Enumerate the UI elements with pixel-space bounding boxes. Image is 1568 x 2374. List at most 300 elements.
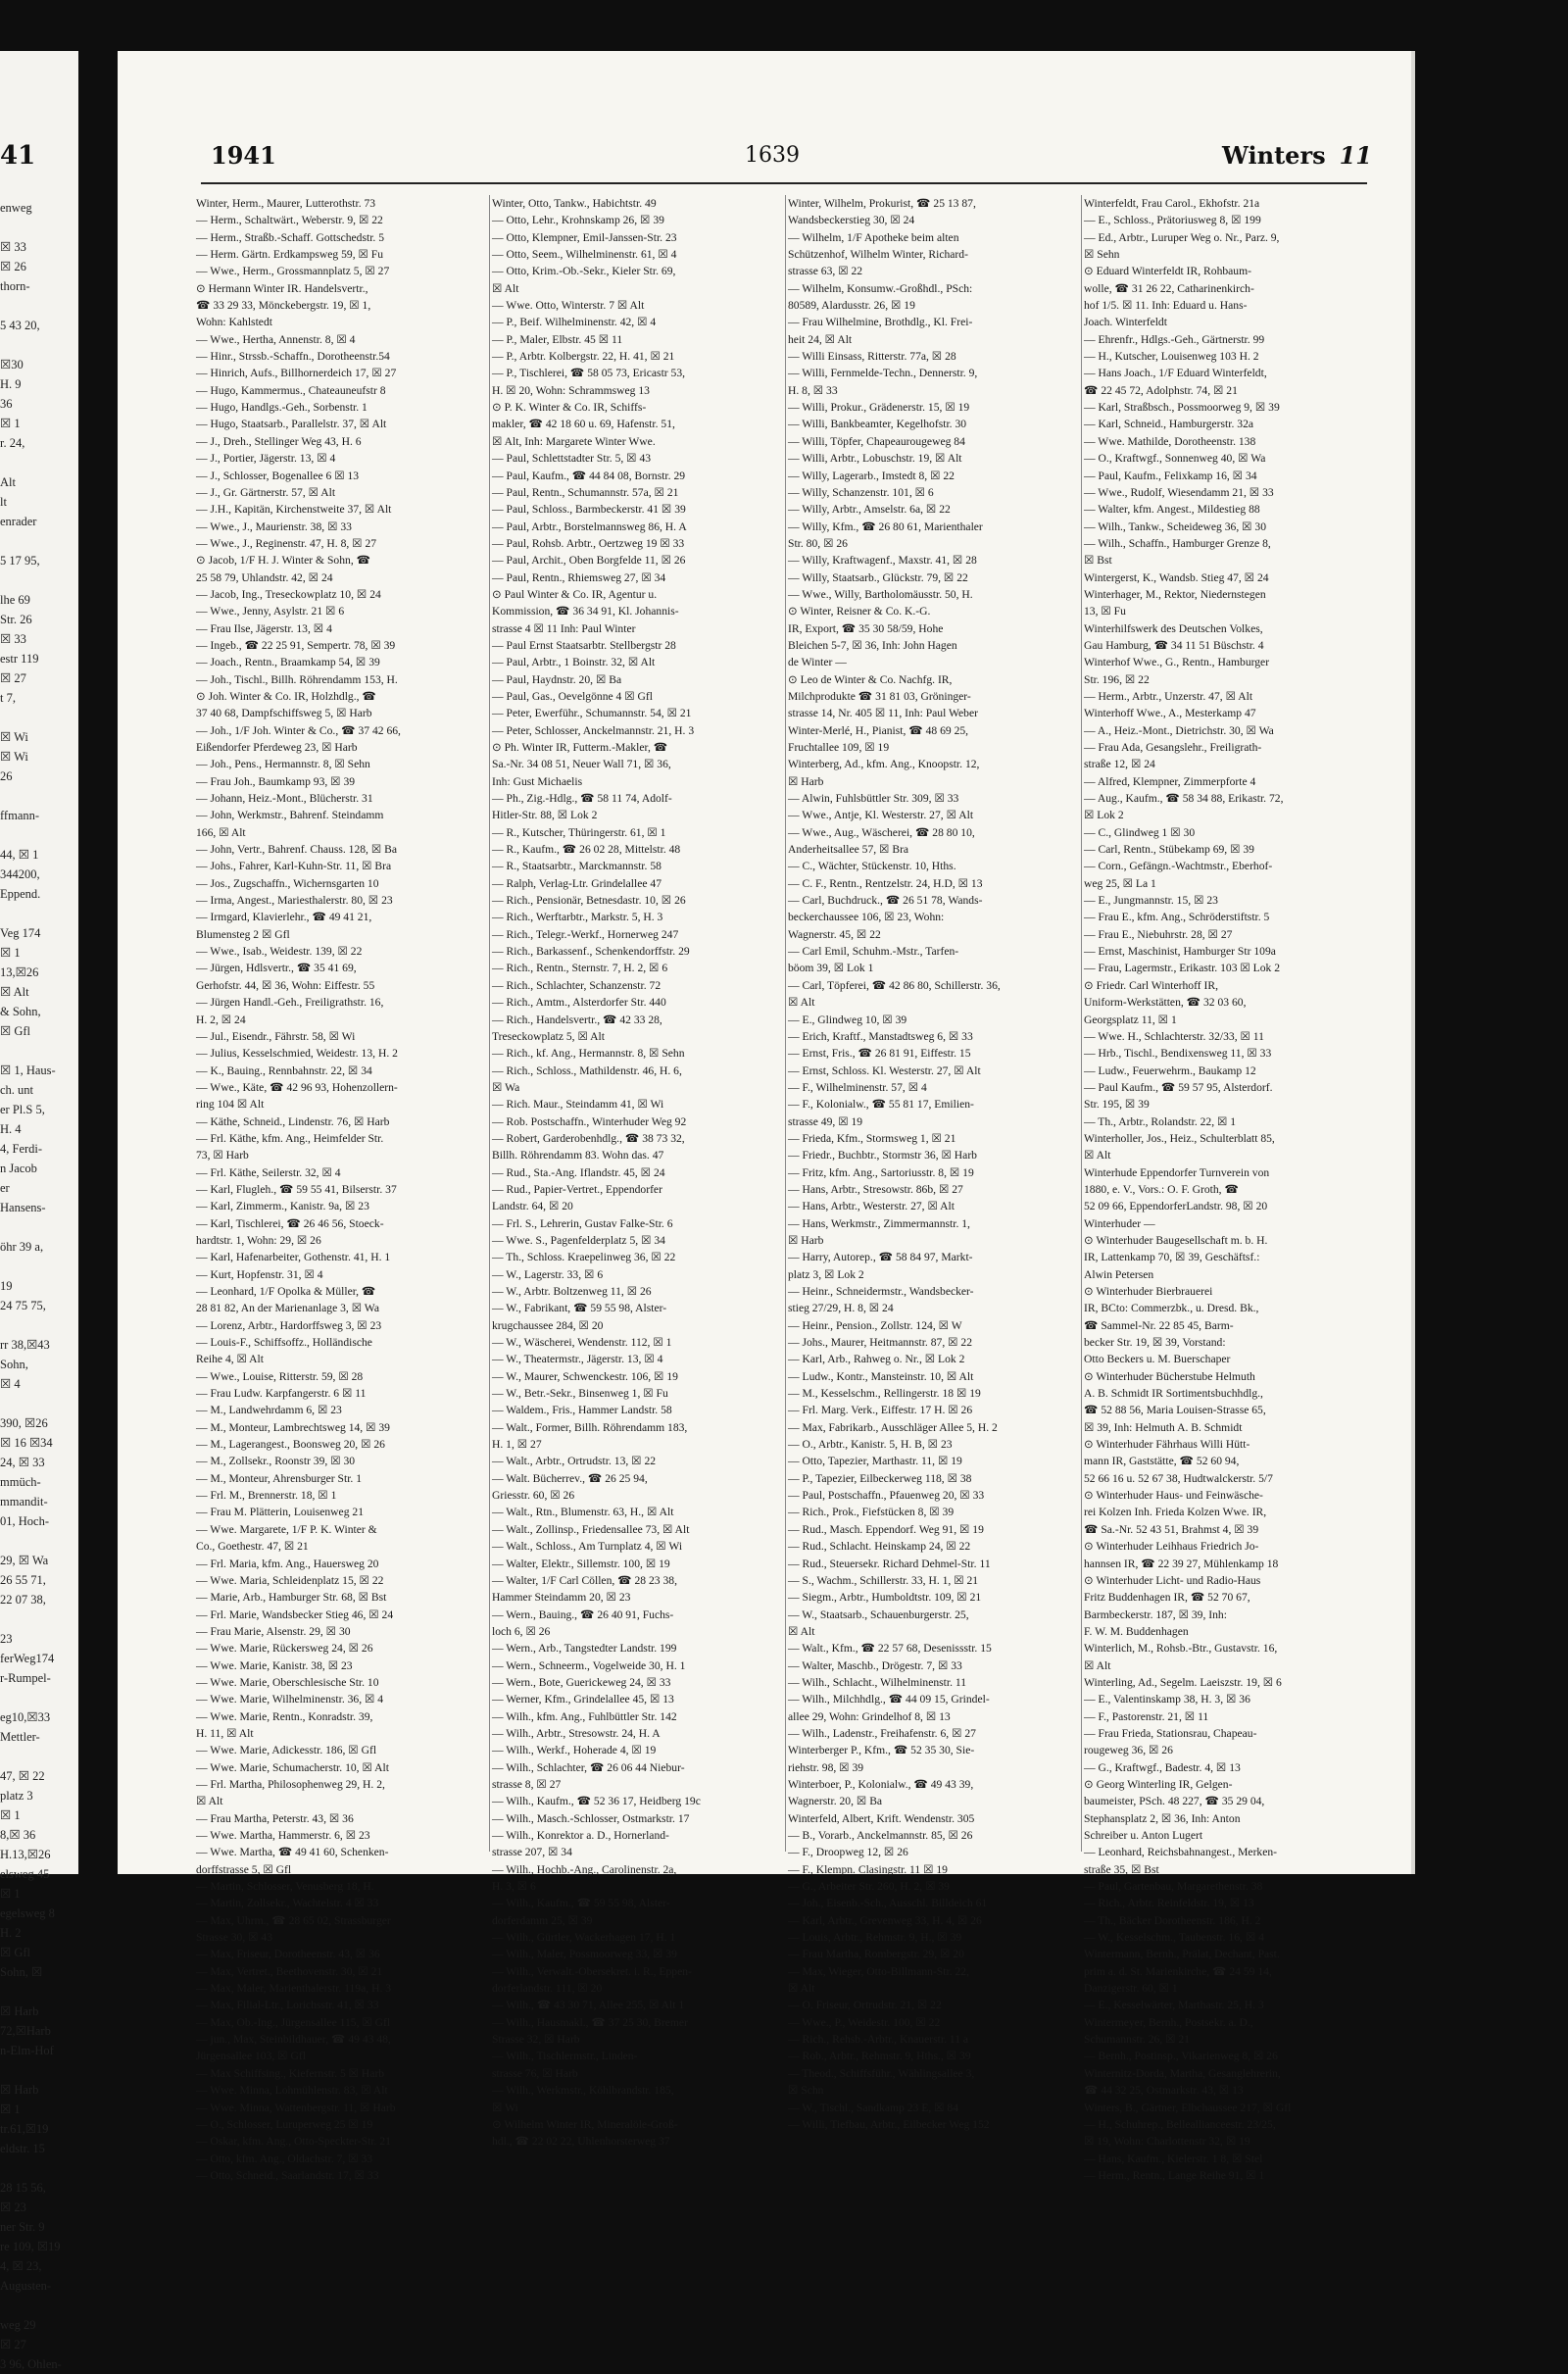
directory-entry-line: — Paul Kaufm., ☎ 59 57 95, Alsterdorf. [1084,1080,1273,1094]
directory-entry-line: — Paul, Gas., Oevelgönne 4 ☒ Gfl [492,689,653,703]
strip-line [0,570,78,590]
directory-entry-line: — Rich., Amtm., Alsterdorfer Str. 440 [492,996,666,1010]
directory-entry-line: — Paul Ernst Staatsarbtr. Stellbergstr 28 [492,638,676,652]
header-rule [201,182,1367,184]
column-3 [788,195,1078,2133]
directory-entry-line: — Wwe. Margarete, 1/F P. K. Winter & [196,1522,377,1536]
directory-entry-line: — Lorenz, Arbtr., Hardorffsweg 3, ☒ 23 [196,1318,382,1332]
directory-entry-line: — Paul, Kaufm., Felixkamp 16, ☒ 34 [1084,469,1257,482]
directory-entry-line: — Willi, Prokur., Grädenerstr. 15, ☒ 19 [788,401,970,415]
directory-entry-line: — W., Theatermstr., Jägerstr. 13, ☒ 4 [492,1353,663,1366]
directory-entry-line: — Rich., Handelsvertr., ☎ 42 33 28, [492,1013,662,1026]
directory-entry-line: ☒ Alt [788,1982,815,1996]
directory-entry-line: ☒ Harb [788,774,824,788]
directory-entry-line: — Carl, Töpferei, ☎ 42 86 80, Schillerstr. 36, [788,978,1001,992]
strip-line: Eppend. [0,887,41,901]
directory-entry-line: — Hrb., Tischl., Bendixensweg 11, ☒ 33 [1084,1047,1272,1061]
directory-entry-line: — O., Schlosser, Luruperweg 25 ☒ 19 [196,2117,373,2131]
directory-entry-line: — Rob., Arbtr., Rehmstr. 9, Hths., ☒ 39 [788,2050,971,2063]
strip-line: ☒ 33 [0,240,26,254]
directory-entry-line: — Wwe., P., Weidestr. 100, ☒ 22 [788,2015,941,2029]
directory-entry-line: — Frl. Käthe, kfm. Ang., Heimfelder Str. [196,1131,384,1145]
directory-entry-line: H. 2, ☒ 24 [196,1013,246,1026]
directory-entry-line: — Louis, Arbtr., Rehmstr. 9, H., ☒ 39 [788,1931,962,1945]
directory-entry-line: — W., Maurer, Schwenckestr. 106, ☒ 19 [492,1369,678,1383]
directory-entry-line: makler, ☎ 42 18 60 u. 69, Hafenstr. 51, [492,418,675,431]
directory-entry-line: ☒ 19, Wohn: Charlottenstr 32, ☒ 19 [1084,2135,1250,2149]
directory-entry-line: — Wwe., Willy, Bartholomäusstr. 50, H. [788,587,973,601]
directory-entry-line: ☎ Sammel-Nr. 22 85 45, Barm- [1084,1318,1234,1332]
strip-line: 24 75 75, [0,1299,46,1312]
directory-entry-line: — Frl. Marie, Wandsbecker Stieg 46, ☒ 24 [196,1607,394,1621]
strip-line: ☒ 4 [0,1377,21,1391]
directory-entry-line: — Wilh., Verwalt.-Obersekret. i. R., Eppen- [492,1964,692,1978]
directory-entry-line: — Karl, Straßbsch., Possmoorweg 9, ☒ 39 [1084,401,1280,415]
strip-line: H.13,☒26 [0,1848,51,1861]
directory-entry-line: — Frau, Lagermstr., Erikastr. 103 ☒ Lok 2 [1084,962,1281,975]
directory-entry-line: 37 40 68, Dampfschiffsweg 5, ☒ Harb [196,707,372,720]
directory-entry-line: Wintermeyer, Bernh., Postsekr. a. D., [1084,2015,1253,2029]
directory-entry-line: — Frau E., Niebuhrstr. 28, ☒ 27 [1084,927,1233,941]
directory-entry-line: — F., Droopweg 12, ☒ 26 [788,1846,908,1859]
directory-entry-line: — Frieda, Kfm., Stormsweg 1, ☒ 21 [788,1131,956,1145]
directory-entry-line: — Paul, Rentn., Schumannstr. 57a, ☒ 21 [492,485,679,499]
directory-entry-line: — Wern., Bote, Guerickeweg 24, ☒ 33 [492,1675,671,1689]
strip-line: Mettler- [0,1730,40,1744]
directory-entry-line: — J.H., Kapitän, Kirchenstweite 37, ☒ Alt [196,503,392,517]
directory-entry-line: — Ludw., Kontr., Mansteinstr. 10, ☒ Alt [788,1369,974,1383]
directory-entry-line: — Johs., Maurer, Heitmannstr. 87, ☒ 22 [788,1336,973,1350]
strip-line: re 109, ☒19 [0,2240,61,2253]
directory-entry-line: — P., Tapezier, Eilbeckerweg 118, ☒ 38 [788,1471,972,1485]
directory-entry-line: dorferlandstr. 111, ☒ 20 [492,1982,603,1996]
directory-entry-line: F. W. M. Buddenhagen [1084,1624,1189,1638]
directory-entry-line: ⊙ Paul Winter & Co. IR, Agentur u. [492,587,658,601]
directory-entry-line: — Ingeb., ☎ 22 25 91, Sempertr. 78, ☒ 39 [196,638,396,652]
directory-entry-line: — Walt., Rtn., Blumenstr. 63, H., ☒ Alt [492,1506,674,1519]
directory-entry-line: — A., Heiz.-Mont., Dietrichstr. 30, ☒ Wa [1084,723,1274,737]
directory-entry-line: Jürgensallee 103, ☒ Gfl [196,2050,306,2063]
directory-entry-line: — P., Arbtr. Kolbergstr. 22, H. 41, ☒ 21 [492,350,675,364]
strip-line: ☒ 23 [0,2201,26,2214]
directory-entry-line: platz 3, ☒ Lok 2 [788,1267,864,1281]
directory-entry-line: dorffstrasse 5, ☒ Gfl [196,1862,292,1876]
directory-entry-line: ☒ Lok 2 [1084,809,1124,822]
strip-line: ☒ 1 [0,946,21,960]
directory-entry-line: — Rich., Barkassenf., Schenkendorffstr. 29 [492,945,690,959]
directory-entry-line: Winter, Herm., Maurer, Lutterothstr. 73 [196,197,376,210]
directory-entry-line: — Wwe., Louise, Ritterstr. 59, ☒ 28 [196,1369,364,1383]
strip-line [0,1257,78,1276]
directory-entry-line: wolle, ☎ 31 26 22, Catharinenkirch- [1084,281,1254,295]
directory-entry-line: heit 24, ☒ Alt [788,332,853,346]
directory-entry-line: — J., Gr. Gärtnerstr. 57, ☒ Alt [196,485,336,499]
directory-entry-line: stieg 27/29, H. 8, ☒ 24 [788,1302,894,1315]
column-1 [196,195,486,2184]
directory-entry-line: — Corn., Gefängn.-Wachtmstr., Eberhof- [1084,860,1273,873]
directory-entry-line: — Th., Bäcker Dorotheenstr. 186, H. 2 [1084,1913,1261,1927]
directory-entry-line: — Paul, Archit., Oben Borgfelde 11, ☒ 26 [492,554,686,568]
directory-entry-line: — Wwe. Mathilde, Dorotheenstr. 138 [1084,434,1256,448]
directory-entry-line: ☒ Sehn [1084,248,1120,262]
directory-entry-line: — Rich., Werftarbtr., Markstr. 5, H. 3 [492,911,663,924]
strip-line: 01, Hoch- [0,1514,49,1528]
directory-entry-line: ☎ Sa.-Nr. 52 43 51, Brahmst 4, ☒ 39 [1084,1522,1259,1536]
directory-entry-line: — Walter, Maschb., Drögestr. 7, ☒ 33 [788,1658,962,1672]
directory-entry-line: — Frau Marie, Alsenstr. 29, ☒ 30 [196,1624,351,1638]
strip-line: ☒ Wi [0,750,28,764]
directory-entry-line: — J., Dreh., Stellinger Weg 43, H. 6 [196,434,362,448]
strip-line: ffmann- [0,809,40,822]
directory-entry-line: ⊙ Leo de Winter & Co. Nachfg. IR, [788,672,953,686]
directory-entry-line: Winterhoff Wwe., A., Mesterkamp 47 [1084,707,1256,720]
directory-entry-line: ☎ 33 29 33, Mönckebergstr. 19, ☒ 1, [196,299,371,313]
directory-entry-line: — F., Kolonialw., ☎ 55 81 17, Emilien- [788,1098,974,1112]
directory-entry-line: ⊙ Winter, Reisner & Co. K.-G. [788,605,931,618]
directory-entry-line: — Karl, Flugleh., ☎ 59 55 41, Bilserstr. 37 [196,1182,397,1196]
directory-entry-line: — M., Landwehrdamm 6, ☒ 23 [196,1404,342,1417]
strip-line [0,825,78,845]
strip-line: r-Rumpel- [0,1671,51,1685]
directory-entry-line: rei Kolzen Inh. Frieda Kolzen Wwe. IR, [1084,1506,1267,1519]
directory-entry-line: — Wwe. Martha, Hammerstr. 6, ☒ 23 [196,1829,370,1842]
directory-entry-line: Hitler-Str. 88, ☒ Lok 2 [492,809,598,822]
directory-entry-line: — Aug., Kaufm., ☎ 58 34 88, Erikastr. 72, [1084,792,1284,806]
strip-line: 72,☒Harb [0,2024,51,2038]
directory-entry-line: — Hans, Werkmstr., Zimmermannstr. 1, [788,1216,970,1230]
directory-entry-line: ☒ 39, Inh: Helmuth A. B. Schmidt [1084,1420,1243,1434]
strip-line: 47, ☒ 22 [0,1769,45,1783]
directory-entry-line: — Wwe. H., Schlachterstr. 32/33, ☒ 11 [1084,1029,1264,1043]
directory-entry-line: — Rich., Prok., Fiefstücken 8, ☒ 39 [788,1506,955,1519]
directory-entry-line: — Karl, Arb., Rahweg o. Nr., ☒ Lok 2 [788,1353,965,1366]
directory-entry-line: Stephansplatz 2, ☒ 36, Inh: Anton [1084,1811,1241,1825]
strip-line: 19 [0,1279,13,1293]
directory-entry-line: — Wwe., Käte, ☎ 42 96 93, Hohenzollern- [196,1080,398,1094]
strip-line: 344200, [0,867,40,881]
directory-entry-line: ring 104 ☒ Alt [196,1098,265,1112]
directory-entry-line: ☒ Alt [492,281,519,295]
strip-line: n-Elm-Hof [0,2044,54,2057]
directory-entry-line: — Willi, Fernmelde-Techn., Dennerstr. 9, [788,367,978,380]
directory-entry-line: strasse 49, ☒ 19 [788,1114,863,1128]
directory-entry-line: — Johann, Heiz.-Mont., Blücherstr. 31 [196,792,373,806]
directory-entry-line: — M., Zollsekr., Roonstr 39, ☒ 30 [196,1455,356,1468]
directory-entry-line: — Th., Schloss. Kraepelinweg 36, ☒ 22 [492,1251,676,1264]
directory-entry-line: — W., Wäscherei, Wendenstr. 112, ☒ 1 [492,1336,672,1350]
directory-entry-line: — Rich., Schlachter, Schanzenstr. 72 [492,978,662,992]
directory-entry-line: H. ☒ 20, Wohn: Schrammsweg 13 [492,383,650,397]
directory-entry-line: beckerchaussee 106, ☒ 23, Wohn: [788,911,945,924]
directory-entry-line: Griesstr. 60, ☒ 26 [492,1489,575,1503]
strip-line: 3 96, Ohlen- [0,2357,62,2371]
directory-entry-line: — Rich., Pensionär, Betnesdastr. 10, ☒ 26 [492,894,686,908]
directory-entry-line: — Wilh., ☎ 43 30 71, Allee 255, ☒ Alt 1 [492,1999,685,2012]
strip-line: thorn- [0,279,30,293]
directory-entry-line: — Alfred, Klempner, Zimmerpforte 4 [1084,774,1256,788]
directory-entry-line: H. 3, ☒ 6 [492,1880,536,1894]
directory-entry-line: — Hans, Arbtr., Westerstr. 27, ☒ Alt [788,1200,955,1213]
directory-entry-line: — Frau Joh., Baumkamp 93, ☒ 39 [196,774,356,788]
directory-entry-line: — Wwe., Isab., Weidestr. 139, ☒ 22 [196,945,363,959]
directory-entry-line: — Wwe. Otto, Winterstr. 7 ☒ Alt [492,299,645,313]
strip-line: 24, ☒ 33 [0,1456,45,1469]
directory-entry-line: Kommission, ☎ 36 34 91, Kl. Johannis- [492,605,679,618]
directory-entry-line: — Willi Einsass, Ritterstr. 77a, ☒ 28 [788,350,956,364]
directory-entry-line: — E., Kesselwärter, Marthastr. 25, H. 3 [1084,1999,1264,2012]
directory-entry-line: — Wwe. Maria, Schleidenplatz 15, ☒ 22 [196,1573,384,1587]
directory-entry-line: — C., Glindweg 1 ☒ 30 [1084,825,1196,839]
directory-entry-line: — Willi, Tiefbau, Arbtr., Eilbecker Weg 152 [788,2117,990,2131]
directory-entry-line: — Frau Frieda, Stationsrau, Chapeau- [1084,1726,1257,1740]
strip-line [0,453,78,472]
column-divider [489,195,490,1852]
directory-entry-line: — Hugo, Staatsarb., Parallelstr. 37, ☒ Alt [196,418,387,431]
strip-line [0,1982,78,2002]
directory-entry-line: — Wwe., Aug., Wäscherei, ☎ 28 80 10, [788,825,975,839]
column-4 [1084,195,1374,2184]
strip-line [0,1609,78,1629]
directory-entry-line: — Paul, Gartenbau, Margarethenstr. 38 [1084,1880,1263,1894]
directory-entry-line: — Rud., Masch. Eppendorf. Weg 91, ☒ 19 [788,1522,984,1536]
directory-entry-line: strasse 76, ☒ Harb [492,2066,578,2080]
strip-line: ch. unt [0,1083,34,1097]
directory-entry-line: ⊙ Friedr. Carl Winterhoff IR, [1084,978,1218,992]
strip-line: er Pl.S 5, [0,1103,45,1116]
directory-entry-line: — J., Schlosser, Bogenallee 6 ☒ 13 [196,469,360,482]
directory-entry-line: mann IR, Gaststätte, ☎ 52 60 94, [1084,1455,1240,1468]
directory-entry-line: — Wilh., Milchhdlg., ☎ 44 09 15, Grindel- [788,1693,990,1706]
directory-entry-line: ☒ Alt [196,1795,223,1808]
directory-entry-line: — Wilh., Werkmstr., Köhlbrandstr. 185, [492,2084,674,2098]
directory-entry-line: — R., Staatsarbtr., Marckmannstr. 58 [492,860,662,873]
directory-entry-line: — Alwin, Fuhlsbüttler Str. 309, ☒ 33 [788,792,959,806]
directory-entry-line: — F., Pastorenstr. 21, ☒ 11 [1084,1709,1209,1723]
directory-entry-line: — Walt. Bücherrev., ☎ 26 25 94, [492,1471,648,1485]
directory-entry-line: Danzigerstr. 60, ☒ 1 [1084,1982,1178,1996]
directory-entry-line: ⊙ Winterhuder Bücherstube Helmuth [1084,1369,1255,1383]
directory-entry-line: 13, ☒ Fu [1084,605,1126,618]
directory-entry-line: ⊙ Jacob, 1/F H. J. Winter & Sohn, ☎ [196,554,371,568]
directory-entry-line: — Carl Emil, Schuhm.-Mstr., Tarfen- [788,945,959,959]
previous-page-text [0,198,78,2374]
directory-entry-line: — Ed., Arbtr., Luruper Weg o. Nr., Parz. 9, [1084,230,1280,244]
strip-line: 390, ☒26 [0,1416,48,1430]
directory-entry-line: — Herm. Gärtn. Erdkampsweg 59, ☒ Fu [196,248,384,262]
directory-entry-line: — Ludw., Feuerwehrm., Baukamp 12 [1084,1063,1256,1077]
directory-entry-line: prim a. d. St. Marienkirche, ☎ 24 59 14, [1084,1964,1272,1978]
directory-entry-line: — O. Friseur, Ortrudstr. 21, ☒ 22 [788,1999,942,2012]
directory-entry-line: — Max Schiffsing., Kiefernstr. 5 ☒ Harb [196,2066,385,2080]
strip-line [0,2060,78,2080]
directory-entry-line: Wintergerst, K., Wandsb. Stieg 47, ☒ 24 [1084,570,1269,584]
strip-line: Augusten- [0,2279,52,2293]
directory-entry-line: — Frl. Maria, kfm. Ang., Hauersweg 20 [196,1557,379,1570]
strip-line: ☒ 1 [0,1887,21,1901]
directory-entry-line: — Otto, Klempner, Emil-Janssen-Str. 23 [492,230,677,244]
running-head-number: 11 [1339,141,1372,170]
strip-line: Sohn, [0,1358,28,1371]
directory-entry-line: Joach. Winterfeldt [1084,316,1167,329]
directory-entry-line: — Siegm., Arbtr., Humboldtstr. 109, ☒ 21 [788,1591,982,1605]
directory-entry-line: — Wilh., Kaufm., ☎ 52 36 17, Heidberg 19c [492,1795,701,1808]
strip-line: tr.61,☒19 [0,2122,49,2136]
directory-entry-line: IR, Export, ☎ 35 30 58/59, Hohe [788,621,944,635]
directory-entry-line: — R., Kutscher, Thüringerstr. 61, ☒ 1 [492,825,666,839]
column-divider [1081,195,1082,1852]
directory-entry-line: 28 81 82, An der Marienanlage 3, ☒ Wa [196,1302,379,1315]
strip-line: Hansens- [0,1201,46,1214]
directory-entry-line: — Wern., Bauing., ☎ 26 40 91, Fuchs- [492,1607,674,1621]
directory-entry-line: — Irmgard, Klavierlehr., ☎ 49 41 21, [196,911,372,924]
directory-entry-line: Winterholler, Jos., Heiz., Schulterblatt 85, [1084,1131,1275,1145]
strip-line: 36 [0,397,13,411]
strip-line: H. 2 [0,1926,22,1940]
directory-entry-line: — Paul, Rohsb. Arbtr., Oertzweg 19 ☒ 33 [492,536,685,550]
directory-entry-line: — W., Betr.-Sekr., Binsenweg 1, ☒ Fu [492,1387,668,1401]
strip-line [0,1531,78,1551]
column-2 [492,195,782,2151]
directory-entry-line: ⊙ Georg Winterling IR, Gelgen- [1084,1777,1233,1791]
directory-entry-line: — Wilh., Schaffn., Hamburger Grenze 8, [1084,536,1271,550]
directory-entry-line: dorferdamm 25, ☒ 39 [492,1913,593,1927]
strip-line [0,335,78,355]
directory-entry-line: Co., Goethestr. 47, ☒ 21 [196,1540,309,1554]
directory-entry-line: riehstr. 98, ☒ 39 [788,1760,864,1774]
directory-entry-line: — B., Vorarb., Anckelmannstr. 85, ☒ 26 [788,1829,973,1842]
strip-line [0,1394,78,1413]
directory-entry-line: — Hinrich, Aufs., Billhornerdeich 17, ☒ 27 [196,367,397,380]
directory-entry-line: — Wwe. Minna, Lohmühlenstr. 83, ☒ Alt [196,2084,388,2098]
directory-entry-line: — Paul, Arbtr., Borstelmannsweg 86, H. A [492,519,687,533]
directory-entry-line: — Frl. Käthe, Seilerstr. 32, ☒ 4 [196,1165,341,1179]
directory-entry-line: — Herm., Schaltwärt., Weberstr. 9, ☒ 22 [196,214,383,227]
strip-line [0,296,78,316]
directory-entry-line: — Wwe. Marie, Kanistr. 38, ☒ 23 [196,1658,353,1672]
directory-entry-line: — Rud., Papier-Vertret., Eppendorfer [492,1182,662,1196]
directory-entry-line: — K., Bauing., Rennbahnstr. 22, ☒ 34 [196,1063,372,1077]
directory-entry-line: — Rich., Schloss., Mathildenstr. 46, H. 6, [492,1063,682,1077]
directory-entry-line: Str. 195, ☒ 39 [1084,1098,1150,1112]
directory-entry-line: — Bernh., Postinsp., Vikarienweg 8, ☒ 26 [1084,2050,1278,2063]
directory-entry-line: — Willy, Arbtr., Amselstr. 6a, ☒ 22 [788,503,951,517]
strip-line: 44, ☒ 1 [0,848,39,862]
strip-line: 8,☒ 36 [0,1828,36,1842]
directory-entry-line: ⊙ Ph. Winter IR, Futterm.-Makler, ☎ [492,741,668,754]
directory-entry-line: ⊙ Winterhuder Baugesellschaft m. b. H. [1084,1233,1268,1247]
directory-entry-line: — Jürgen, Hdlsvertr., ☎ 35 41 69, [196,962,357,975]
directory-entry-line: — Willi, Töpfer, Chapeaurougeweg 84 [788,434,965,448]
directory-entry-line: Eißendorfer Pferdeweg 23, ☒ Harb [196,741,358,754]
strip-line [0,1688,78,1707]
directory-entry-line: — Frl. S., Lehrerin, Gustav Falke-Str. 6 [492,1216,673,1230]
directory-entry-line: — Wilh., Gürtler, Wackerhagen 17, H. 1 [492,1931,676,1945]
directory-entry-line: Schützenhof, Wilhelm Winter, Richard- [788,248,968,262]
directory-entry-line: — Karl, Tischlerei, ☎ 26 46 56, Stoeck- [196,1216,384,1230]
directory-entry-line: — John, Vertr., Bahrenf. Chauss. 128, ☒ Ba [196,843,398,857]
strip-line [0,1315,78,1335]
directory-entry-line: — Wilhelm, 1/F Apotheke beim alten [788,230,959,244]
strip-line [0,708,78,727]
directory-entry-line: — Wwe., Antje, Kl. Westerstr. 27, ☒ Alt [788,809,974,822]
directory-entry-line: Strasse 30, ☒ 43 [196,1931,273,1945]
directory-entry-line: ☎ 44 32 25, Ostmarkstr. 43, ☒ 13 [1084,2084,1244,2098]
strip-line: ☒ Alt [0,985,29,999]
directory-entry-line: — Wilh., Hochb.-Ang., Carolinenstr. 2a, [492,1862,677,1876]
previous-page-header: 41 [0,141,36,171]
directory-entry-line: — Paul, Postschaffn., Pfauenweg 20, ☒ 33 [788,1489,985,1503]
directory-entry-line: Winterhilfswerk des Deutschen Volkes, [1084,621,1263,635]
strip-line: ☒ 16 ☒34 [0,1436,53,1450]
strip-line [0,2296,78,2315]
directory-entry-line: — G., Arbeiter Str. 260, H. 2, ☒ 39 [788,1880,950,1894]
directory-entry-line: 80589, Alardusstr. 26, ☒ 19 [788,299,915,313]
strip-line: ☒ 1 [0,1808,21,1822]
directory-entry-line: — W., Tischl., Sandkamp 23 E, ☒ 84 [788,2101,959,2114]
directory-entry-line: — Kurt, Hopfenstr. 31, ☒ 4 [196,1267,323,1281]
strip-line: weg 29 [0,2318,36,2332]
strip-line: ☒ 1, Haus- [0,1063,56,1077]
directory-entry-line: Winterling, Ad., Segelm. Laeiszstr. 19, ☒ 6 [1084,1675,1282,1689]
strip-line: 13,☒26 [0,965,39,979]
directory-entry-line: — Walt., Arbtr., Ortrudstr. 13, ☒ 22 [492,1455,657,1468]
directory-entry-line: — Ralph, Verlag-Ltr. Grindelallee 47 [492,876,662,890]
directory-entry-line: straße 35, ☒ Bst [1084,1862,1159,1876]
directory-entry-line: — Jos., Zugschaffn., Wichernsgarten 10 [196,876,379,890]
directory-entry-line: — Käthe, Schneid., Lindenstr. 76, ☒ Harb [196,1114,390,1128]
directory-entry-line: ☒ Alt, Inh: Margarete Winter Wwe. [492,434,656,448]
directory-entry-line: — Paul, Schloss., Barmbeckerstr. 41 ☒ 39 [492,503,686,517]
directory-entry-line: — Paul, Rentn., Rhiemsweg 27, ☒ 34 [492,570,666,584]
directory-entry-line: — Carl, Rentn., Stübekamp 69, ☒ 39 [1084,843,1254,857]
directory-entry-line: — Otto, Lehr., Krohnskamp 26, ☒ 39 [492,214,664,227]
directory-entry-line: allee 29, Wohn: Grindelhof 8, ☒ 13 [788,1709,951,1723]
directory-entry-line: — H., Kutscher, Louisenweg 103 H. 2 [1084,350,1259,364]
strip-line: 5 17 95, [0,554,40,568]
directory-entry-line: IR, BCto: Commerzbk., u. Dresd. Bk., [1084,1302,1259,1315]
directory-entry-line: ☒ Harb [788,1233,824,1247]
directory-entry-line: IR, Lattenkamp 70, ☒ 39, Geschäftsf.: [1084,1251,1260,1264]
directory-entry-line: — W., Kesselschm., Taubenstr. 16, ☒ 4 [1084,1931,1264,1945]
directory-entry-line: — Ehrenfr., Hdlgs.-Geh., Gärtnerstr. 99 [1084,332,1265,346]
directory-entry-line: — Wilh., Ladenstr., Freihafenstr. 6, ☒ 27 [788,1726,976,1740]
directory-entry-line: — G., Kraftwgf., Badestr. 4, ☒ 13 [1084,1760,1241,1774]
directory-entry-line: weg 25, ☒ La 1 [1084,876,1156,890]
strip-line: H. 9 [0,377,22,391]
directory-entry-line: — F., Klempn. Clasingstr. 11 ☒ 19 [788,1862,948,1876]
directory-entry-line: — Herm., Arbtr., Unzerstr. 47, ☒ Alt [1084,689,1253,703]
directory-entry-line: — Oskar, kfm. Ang., Otto-Speckter-Str. 21 [196,2135,391,2149]
directory-entry-line: — Otto, Tapezier, Marthastr. 11, ☒ 19 [788,1455,962,1468]
directory-entry-line: — Willy, Kfm., ☎ 26 80 61, Marienthaler [788,519,983,533]
directory-entry-line: — Robert, Garderobenhdlg., ☎ 38 73 32, [492,1131,685,1145]
directory-entry-line: — Wwe. Marie, Schumacherstr. 10, ☒ Alt [196,1760,389,1774]
strip-line: ☒ Gfl [0,1024,30,1038]
directory-entry-line: — Frau Martha, Peterstr. 43, ☒ 36 [196,1811,354,1825]
directory-entry-line: — Werner, Kfm., Grindelallee 45, ☒ 13 [492,1693,674,1706]
directory-entry-line: — F., Wilhelminenstr. 57, ☒ 4 [788,1080,927,1094]
directory-entry-line: 73, ☒ Harb [196,1149,249,1162]
directory-entry-line: — Willy, Staatsarb., Glückstr. 79, ☒ 22 [788,570,968,584]
directory-entry-line: ⊙ Winterhuder Haus- und Feinwäsche- [1084,1489,1263,1503]
strip-line: ☒ Harb [0,2083,39,2097]
directory-entry-line: — Wilh., Tischlermstr., Linden- [492,2050,638,2063]
directory-entry-line: — Frau Wilhelmine, Brothdlg., Kl. Frei- [788,316,973,329]
directory-entry-line: — Frl. Marg. Verk., Eiffestr. 17 H. ☒ 26 [788,1404,973,1417]
directory-entry-line: — Louis-F., Schiffsoffz., Holländische [196,1336,372,1350]
directory-entry-line: Wagnerstr. 20, ☒ Ba [788,1795,883,1808]
directory-entry-line: — Rich., Rehsb.-Arbtr., Knauerstr. 11 a [788,2033,969,2047]
